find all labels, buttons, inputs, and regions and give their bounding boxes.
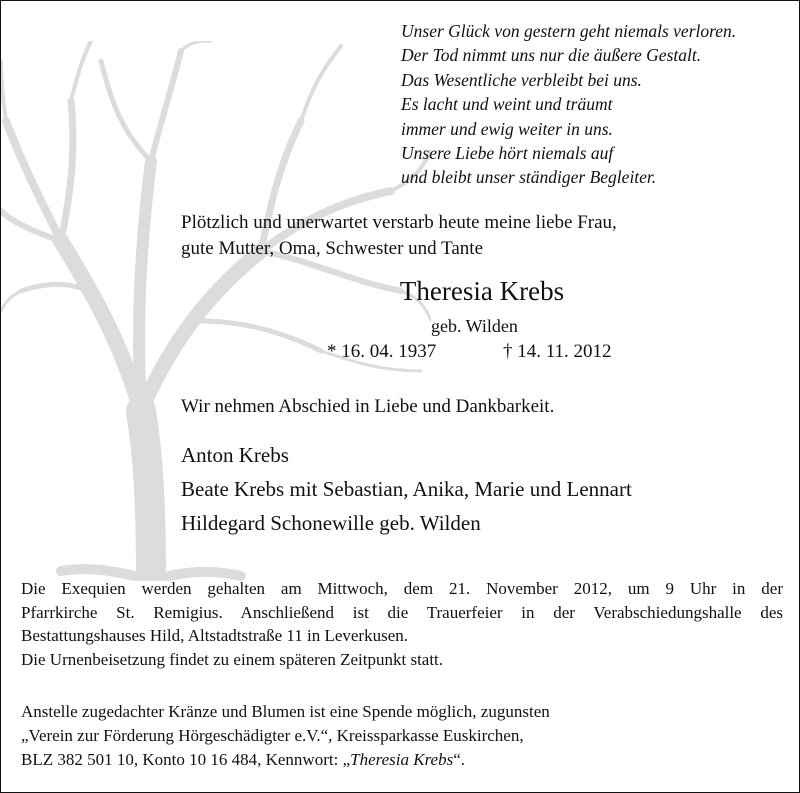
donation-line: Anstelle zugedachter Kränze und Blumen ist eine Spende möglich, zugunsten [21, 702, 550, 721]
family-member: Anton Krebs [181, 443, 289, 467]
intro-line: Plötzlich und unerwartet verstarb heute meine liebe Frau, [181, 212, 617, 233]
death-date: † 14. 11. 2012 [503, 341, 612, 362]
poem-line: immer und ewig weiter in uns. [401, 118, 613, 139]
family-member: Beate Krebs mit Sebastian, Anika, Marie und Lennart [181, 477, 632, 501]
intro-line: gute Mutter, Oma, Schwester und Tante [181, 238, 484, 259]
deceased-name: Theresia Krebs [399, 276, 565, 306]
service-line: Die Urnenbeisetzung findet zu einem späteren Zeitpunkt statt. [21, 649, 444, 669]
family-list [181, 438, 632, 540]
donation-info [21, 700, 550, 772]
service-line: Pfarrkirche St. Remigius. Anschließend ist die Trauerfeier in der Verabschiedungshalle des [21, 602, 783, 622]
poem-line: Das Wesentliche verbleibt bei uns. [401, 69, 642, 90]
donation-line: „Verein zur Förderung Hörgeschädigter e.V.“, Kreissparkasse Euskirchen, [21, 726, 524, 745]
donation-bank-details: BLZ 382 501 10, Konto 10 16 484, Kennwort: „ [21, 750, 351, 769]
poem-line: Der Tod nimmt uns nur die äußere Gestalt. [401, 45, 702, 66]
donation-keyword: Theresia Krebs [350, 750, 454, 769]
farewell-text: Wir nehmen Abschied in Liebe und Dankbarkeit. [181, 396, 555, 417]
maiden-name: geb. Wilden [431, 316, 518, 336]
poem-line: Unser Glück von gestern geht niemals verloren. [401, 21, 737, 41]
poem-line: Unsere Liebe hört niemals auf [401, 143, 614, 164]
donation-line-end: “. [453, 750, 466, 769]
donation-line [21, 748, 550, 772]
poem [401, 19, 736, 190]
service-line: Die Exequien werden gehalten am Mittwoch, dem 21. November 2012, um 9 Uhr in der [21, 579, 783, 598]
poem-line: und bleibt unser ständiger Begleiter. [401, 167, 657, 188]
funeral-service-info [21, 577, 783, 671]
service-line: Bestattungshauses Hild, Altstadtstraße 11 in Leverkusen. [21, 626, 408, 645]
intro-text [181, 210, 617, 262]
family-member: Hildegard Schonewille geb. Wilden [181, 511, 481, 535]
poem-line: Es lacht und weint und träumt [401, 94, 613, 115]
birth-date: * 16. 04. 1937 [327, 341, 437, 362]
